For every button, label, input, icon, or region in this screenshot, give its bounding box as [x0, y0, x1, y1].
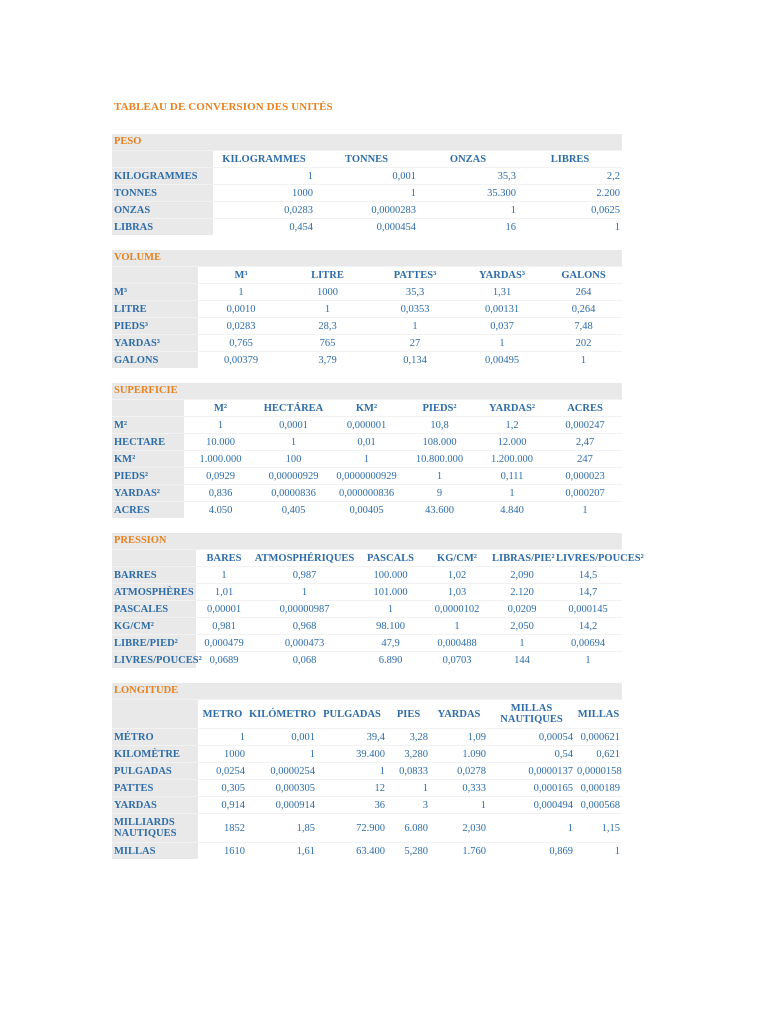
column-header: ACRES: [548, 400, 622, 417]
cell-value: 0,00000987: [252, 601, 357, 618]
row-label: ACRES: [112, 502, 184, 519]
row-label: YARDAS²: [112, 485, 184, 502]
cell-value: 0,0000102: [424, 601, 490, 618]
cell-value: 1: [488, 814, 575, 843]
table-row: [112, 352, 622, 369]
cell-value: 47,9: [357, 635, 424, 652]
cell-value: 10.000: [184, 434, 257, 451]
column-header: PASCALS: [357, 550, 424, 567]
table-row: [112, 763, 622, 780]
row-label: PASCALES: [112, 601, 196, 618]
table-longitude: [112, 699, 622, 859]
column-header: KM²: [330, 400, 403, 417]
cell-value: 2,030: [430, 814, 488, 843]
section-title-pression: PRESSION: [112, 533, 622, 549]
section-title-peso: PESO: [112, 134, 622, 150]
cell-value: 0,0283: [198, 318, 284, 335]
row-label: M³: [112, 284, 198, 301]
section-title-superficie: SUPERFICIE: [112, 383, 622, 399]
corner-cell: [112, 700, 198, 729]
table-row: [112, 434, 622, 451]
cell-value: 1852: [198, 814, 247, 843]
cell-value: 0,333: [430, 780, 488, 797]
row-label: KILOGRAMMES: [112, 168, 213, 185]
column-header: METRO: [198, 700, 247, 729]
cell-value: 2,2: [518, 168, 622, 185]
column-header: PIES: [387, 700, 430, 729]
cell-value: 12.000: [476, 434, 548, 451]
cell-value: 0,0000158: [575, 763, 622, 780]
cell-value: 1: [459, 335, 545, 352]
cell-value: 202: [545, 335, 622, 352]
cell-value: 4.050: [184, 502, 257, 519]
cell-value: 1: [371, 318, 459, 335]
cell-value: 0,000305: [247, 780, 317, 797]
cell-value: 0,0000283: [315, 202, 418, 219]
row-label: MÉTRO: [112, 729, 198, 746]
table-row: [112, 318, 622, 335]
column-header: LITRE: [284, 267, 371, 284]
cell-value: 0,981: [196, 618, 252, 635]
column-header: M³: [198, 267, 284, 284]
row-label: MILLAS: [112, 843, 198, 860]
section-title-volume: VOLUME: [112, 250, 622, 266]
cell-value: 1000: [213, 185, 315, 202]
column-header: LIVRES/POUCES²: [554, 550, 622, 567]
table-row: [112, 843, 622, 860]
column-header: BARES: [196, 550, 252, 567]
row-label: PATTES: [112, 780, 198, 797]
cell-value: 0,111: [476, 468, 548, 485]
row-label: LIVRES/POUCES²: [112, 652, 196, 669]
cell-value: 1,02: [424, 567, 490, 584]
table-pression: [112, 549, 644, 668]
cell-value: 0,0001: [257, 417, 330, 434]
column-header: MILLAS: [575, 700, 622, 729]
cell-value: 0,000000836: [330, 485, 403, 502]
cell-value: 7,48: [545, 318, 622, 335]
cell-value: 0,000494: [488, 797, 575, 814]
column-header: GALONS: [545, 267, 622, 284]
cell-value: 39,4: [317, 729, 387, 746]
column-header: HECTÁREA: [257, 400, 330, 417]
cell-value: 1: [548, 502, 622, 519]
cell-value: 3,79: [284, 352, 371, 369]
cell-value: 1: [257, 434, 330, 451]
cell-value: 35.300: [418, 185, 518, 202]
cell-value: 0,0010: [198, 301, 284, 318]
cell-value: 1,85: [247, 814, 317, 843]
row-label: KILOMÈTRE: [112, 746, 198, 763]
row-label: TONNES: [112, 185, 213, 202]
cell-value: 14,7: [554, 584, 622, 601]
cell-value: 1.200.000: [476, 451, 548, 468]
cell-value: 0,0689: [196, 652, 252, 669]
cell-value: 2,47: [548, 434, 622, 451]
cell-value: 0,000454: [315, 219, 418, 236]
cell-value: 0,0209: [490, 601, 554, 618]
cell-value: 12: [317, 780, 387, 797]
cell-value: 10,8: [403, 417, 476, 434]
cell-value: 0,869: [488, 843, 575, 860]
cell-value: 0,000207: [548, 485, 622, 502]
cell-value: 1610: [198, 843, 247, 860]
cell-value: 16: [418, 219, 518, 236]
cell-value: 0,000189: [575, 780, 622, 797]
column-header: PATTES³: [371, 267, 459, 284]
cell-value: 0,00000929: [257, 468, 330, 485]
column-header: M²: [184, 400, 257, 417]
cell-value: 2.120: [490, 584, 554, 601]
table-header-row: [112, 400, 622, 417]
section-volume: [112, 250, 622, 368]
table-superficie: [112, 399, 622, 518]
table-row: [112, 502, 622, 519]
cell-value: 0,000488: [424, 635, 490, 652]
cell-value: 0,00405: [330, 502, 403, 519]
cell-value: 1,2: [476, 417, 548, 434]
table-header-row: [112, 700, 622, 729]
column-header: MILLAS NAUTIQUES: [488, 700, 575, 729]
table-row: [112, 301, 622, 318]
cell-value: 0,987: [252, 567, 357, 584]
cell-value: 1: [403, 468, 476, 485]
cell-value: 1: [247, 746, 317, 763]
cell-value: 1000: [284, 284, 371, 301]
row-label: YARDAS: [112, 797, 198, 814]
cell-value: 100.000: [357, 567, 424, 584]
column-header: KG/CM²: [424, 550, 490, 567]
cell-value: 0,000479: [196, 635, 252, 652]
cell-value: 0,0703: [424, 652, 490, 669]
corner-cell: [112, 400, 184, 417]
table-row: [112, 567, 622, 584]
cell-value: 0,0000836: [257, 485, 330, 502]
cell-value: 1: [575, 843, 622, 860]
cell-value: 1: [198, 284, 284, 301]
table-row: [112, 451, 622, 468]
cell-value: 0,836: [184, 485, 257, 502]
cell-value: 1.090: [430, 746, 488, 763]
table-header-row: [112, 550, 622, 567]
table-row: [112, 485, 622, 502]
cell-value: 765: [284, 335, 371, 352]
cell-value: 0,264: [545, 301, 622, 318]
table-row: [112, 814, 622, 843]
cell-value: 0,0625: [518, 202, 622, 219]
cell-value: 39.400: [317, 746, 387, 763]
cell-value: 27: [371, 335, 459, 352]
cell-value: 9: [403, 485, 476, 502]
cell-value: 1: [476, 485, 548, 502]
column-header: PULGADAS: [317, 700, 387, 729]
cell-value: 0,000145: [554, 601, 622, 618]
cell-value: 0,0353: [371, 301, 459, 318]
row-label: LIBRE/PIED²: [112, 635, 196, 652]
cell-value: 1,31: [459, 284, 545, 301]
cell-value: 10.800.000: [403, 451, 476, 468]
table-row: [112, 729, 622, 746]
section-title-longitude: LONGITUDE: [112, 683, 622, 699]
cell-value: 0,54: [488, 746, 575, 763]
row-label: YARDAS³: [112, 335, 198, 352]
cell-value: 63.400: [317, 843, 387, 860]
section-peso: [112, 134, 622, 235]
cell-value: 28,3: [284, 318, 371, 335]
row-label: PIEDS³: [112, 318, 198, 335]
table-row: [112, 417, 622, 434]
table-row: [112, 335, 622, 352]
column-header: YARDAS: [430, 700, 488, 729]
cell-value: 0,0929: [184, 468, 257, 485]
cell-value: 0,000568: [575, 797, 622, 814]
cell-value: 0,000914: [247, 797, 317, 814]
table-row: [112, 219, 622, 236]
cell-value: 0,0254: [198, 763, 247, 780]
cell-value: 1: [387, 780, 430, 797]
cell-value: 1: [330, 451, 403, 468]
cell-value: 144: [490, 652, 554, 669]
column-header: ATMOSPHÉRIQUES: [252, 550, 357, 567]
cell-value: 0,00495: [459, 352, 545, 369]
cell-value: 247: [548, 451, 622, 468]
table-row: [112, 652, 622, 669]
cell-value: 35,3: [371, 284, 459, 301]
column-header: TONNES: [315, 151, 418, 168]
section-pression: [112, 533, 644, 668]
row-label: PIEDS²: [112, 468, 184, 485]
cell-value: 0,001: [247, 729, 317, 746]
cell-value: 1: [198, 729, 247, 746]
cell-value: 0,068: [252, 652, 357, 669]
cell-value: 35,3: [418, 168, 518, 185]
column-header: PIEDS²: [403, 400, 476, 417]
column-header: YARDAS²: [476, 400, 548, 417]
document-title: TABLEAU DE CONVERSION DES UNITÉS: [114, 101, 333, 113]
cell-value: 0,0000000929: [330, 468, 403, 485]
cell-value: 0,914: [198, 797, 247, 814]
cell-value: 1.760: [430, 843, 488, 860]
cell-value: 3: [387, 797, 430, 814]
column-header: LIBRAS/PIE²: [490, 550, 554, 567]
row-label: KG/CM²: [112, 618, 196, 635]
cell-value: 0,00131: [459, 301, 545, 318]
cell-value: 0,765: [198, 335, 284, 352]
cell-value: 0,0283: [213, 202, 315, 219]
cell-value: 2.200: [518, 185, 622, 202]
cell-value: 264: [545, 284, 622, 301]
cell-value: 0,00054: [488, 729, 575, 746]
cell-value: 1: [554, 652, 622, 669]
cell-value: 2,050: [490, 618, 554, 635]
cell-value: 1,61: [247, 843, 317, 860]
cell-value: 0,305: [198, 780, 247, 797]
cell-value: 1: [430, 797, 488, 814]
corner-cell: [112, 151, 213, 168]
cell-value: 43.600: [403, 502, 476, 519]
cell-value: 1,03: [424, 584, 490, 601]
cell-value: 1,01: [196, 584, 252, 601]
corner-cell: [112, 550, 196, 567]
cell-value: 0,000023: [548, 468, 622, 485]
row-label: BARRES: [112, 567, 196, 584]
table-row: [112, 202, 622, 219]
row-label: ONZAS: [112, 202, 213, 219]
cell-value: 1: [284, 301, 371, 318]
cell-value: 3,280: [387, 746, 430, 763]
row-label: GALONS: [112, 352, 198, 369]
cell-value: 0,0000137: [488, 763, 575, 780]
cell-value: 36: [317, 797, 387, 814]
cell-value: 1,09: [430, 729, 488, 746]
cell-value: 0,01: [330, 434, 403, 451]
section-longitude: [112, 683, 622, 859]
cell-value: 1: [196, 567, 252, 584]
cell-value: 1: [545, 352, 622, 369]
cell-value: 0,134: [371, 352, 459, 369]
cell-value: 0,037: [459, 318, 545, 335]
cell-value: 98.100: [357, 618, 424, 635]
cell-value: 1000: [198, 746, 247, 763]
cell-value: 0,000621: [575, 729, 622, 746]
cell-value: 1: [518, 219, 622, 236]
cell-value: 1: [184, 417, 257, 434]
row-label: KM²: [112, 451, 184, 468]
cell-value: 100: [257, 451, 330, 468]
cell-value: 0,0278: [430, 763, 488, 780]
cell-value: 0,000247: [548, 417, 622, 434]
cell-value: 0,000001: [330, 417, 403, 434]
cell-value: 101.000: [357, 584, 424, 601]
column-header: YARDAS³: [459, 267, 545, 284]
cell-value: 0,000473: [252, 635, 357, 652]
table-row: [112, 780, 622, 797]
column-header: ONZAS: [418, 151, 518, 168]
cell-value: 1: [424, 618, 490, 635]
cell-value: 0,000165: [488, 780, 575, 797]
table-row: [112, 797, 622, 814]
row-label: LIBRAS: [112, 219, 213, 236]
cell-value: 2,090: [490, 567, 554, 584]
table-row: [112, 746, 622, 763]
cell-value: 0,0000254: [247, 763, 317, 780]
cell-value: 0,0833: [387, 763, 430, 780]
row-label: ATMOSPHÈRES: [112, 584, 196, 601]
cell-value: 0,621: [575, 746, 622, 763]
cell-value: 1: [213, 168, 315, 185]
cell-value: 1.000.000: [184, 451, 257, 468]
column-header: KILOGRAMMES: [213, 151, 315, 168]
cell-value: 0,405: [257, 502, 330, 519]
cell-value: 0,968: [252, 618, 357, 635]
cell-value: 0,001: [315, 168, 418, 185]
section-superficie: [112, 383, 622, 518]
cell-value: 5,280: [387, 843, 430, 860]
cell-value: 1: [315, 185, 418, 202]
table-row: [112, 185, 622, 202]
table-row: [112, 584, 622, 601]
table-volume: [112, 266, 622, 368]
column-header: LIBRES: [518, 151, 622, 168]
table-header-row: [112, 267, 622, 284]
row-label: HECTARE: [112, 434, 184, 451]
cell-value: 0,00001: [196, 601, 252, 618]
cell-value: 14,5: [554, 567, 622, 584]
cell-value: 3,28: [387, 729, 430, 746]
row-label: MILLIARDS NAUTIQUES: [112, 814, 198, 843]
table-row: [112, 618, 622, 635]
table-peso: [112, 150, 622, 235]
column-header: KILÓMETRO: [247, 700, 317, 729]
table-header-row: [112, 151, 622, 168]
cell-value: 1: [357, 601, 424, 618]
cell-value: 1,15: [575, 814, 622, 843]
cell-value: 4.840: [476, 502, 548, 519]
cell-value: 1: [490, 635, 554, 652]
cell-value: 6.890: [357, 652, 424, 669]
cell-value: 1: [418, 202, 518, 219]
cell-value: 0,00379: [198, 352, 284, 369]
table-row: [112, 601, 622, 618]
cell-value: 0,00694: [554, 635, 622, 652]
table-row: [112, 168, 622, 185]
row-label: M²: [112, 417, 184, 434]
table-row: [112, 284, 622, 301]
cell-value: 1: [317, 763, 387, 780]
corner-cell: [112, 267, 198, 284]
row-label: LITRE: [112, 301, 198, 318]
cell-value: 1: [252, 584, 357, 601]
table-row: [112, 468, 622, 485]
cell-value: 108.000: [403, 434, 476, 451]
row-label: PULGADAS: [112, 763, 198, 780]
cell-value: 6.080: [387, 814, 430, 843]
cell-value: 14,2: [554, 618, 622, 635]
cell-value: 0,454: [213, 219, 315, 236]
cell-value: 72.900: [317, 814, 387, 843]
table-row: [112, 635, 622, 652]
